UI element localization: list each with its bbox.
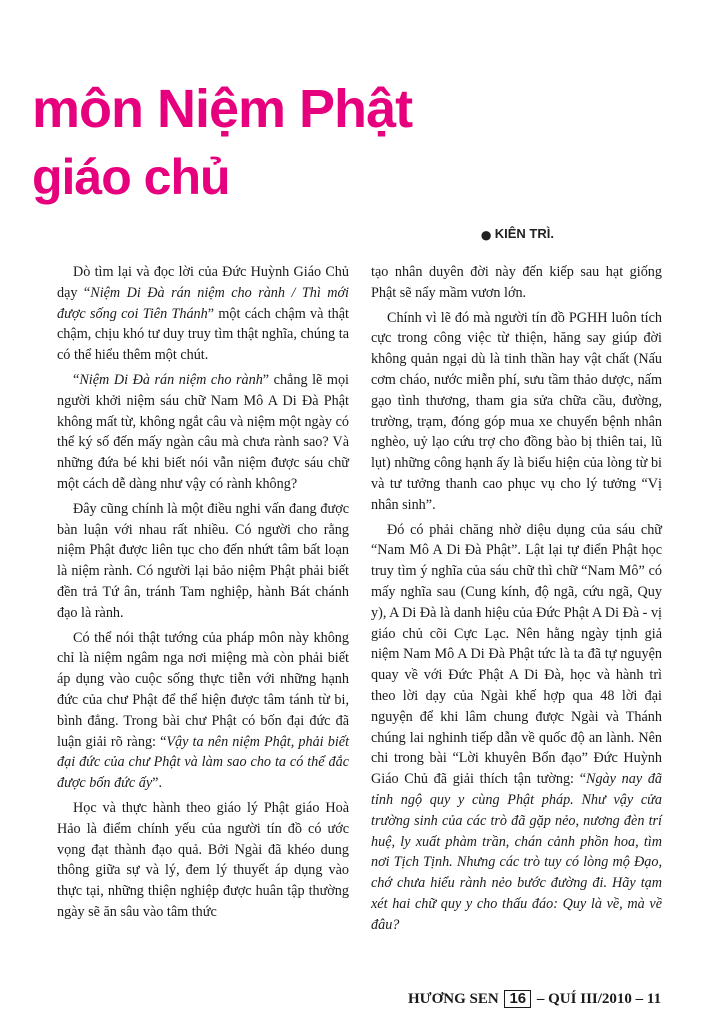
text-run: Đó có phải chăng nhờ diệu dụng của sáu chữ “Nam Mô A Di Đà Phật”. Lật lại tự điển Phật học truy tìm ý nghĩa của sáu chữ thì chữ “Nam Mô” có mấy nghĩa sau (Cung kính, độ ngã, cứu ngã, Quy y), A Di Đà là danh hiệu của Đức Phật A Di Đà - vị giáo chủ cõi Cực Lạc. Nên hằng ngày tịnh giả niệm Nam Mô A Di Đà Phật tức là ta đã tự nguyện quay về với Đức Phật A Di Đà, học và hành trì theo lời dạy của Ngài khế hợp qua 48 lời đại nguyện để khi lâm chung được Ngài và Thánh chúng lai nghinh tiếp dẫn về quốc độ an lành. Nên chi trong bài “Lời khuyên Bổn đạo” Đức Huỳnh Giáo Chủ đã giải thích tận tường: “ bbox=[371, 521, 662, 788]
quote-italic: Niệm Di Đà rán niệm cho rành / Thì mới được sống coi Tiên Thánh bbox=[57, 284, 349, 322]
magazine-name: HƯƠNG SEN bbox=[408, 991, 499, 1007]
text-run: ” một cách chậm và thật chậm, chịu khó tư duy truy tìm thật nghĩa, chúng ta có thể hiểu thêm một chút. bbox=[57, 305, 349, 364]
issue-info: – QUÍ III/2010 – 11 bbox=[536, 991, 662, 1007]
text-run: ”. bbox=[152, 775, 163, 792]
page-number-box: 16 bbox=[504, 990, 531, 1008]
text-run: Có thể nói thật tướng của pháp môn này không chỉ là niệm ngâm nga nơi miệng mà còn phải biết áp dụng vào cuộc sống thực tiễn với những hạnh đức của chư Phật để thể hiện được tâm tánh từ bi, bình đẳng. Trong bài chư Phật có bốn đại đức đã luận giải rõ ràng: “ bbox=[57, 629, 349, 750]
article-title-line-2: giáo chủ bbox=[32, 149, 230, 205]
paragraph: Chính vì lẽ đó mà người tín đồ PGHH luôn tích cực trong công việc từ thiện, hăng say giúp đời không quản ngại dù là tinh thần hay vật chất (Nấu cơm cháo, nước miễn phí, sưu tầm thảo dược, nấm gạo tình thương, tham gia sửa chữa cầu, đường, trường, trạm, đóng góp mua xe chuyển bệnh nhân nghèo, uỷ lạo cứu trợ cho đồng bào bị thiên tai, lũ lụt) những công hạnh ấy là biểu hiện của lòng từ bi và tư tưởng thanh cao phục vụ cho lý tưởng “Vị nhân sinh”. bbox=[371, 309, 662, 513]
paragraph bbox=[57, 628, 349, 794]
paragraph: Học và thực hành theo giáo lý Phật giáo Hoà Hảo là điểm chính yếu của người tín đồ có ước vọng đạt thành đạo quả. Bởi Ngài đã khéo dung thông giữa sự và lý, đem lý thuyết áp dụng vào thực tại, những thiện nghiệp được huân tập thường ngày sẽ ăn sâu vào tâm thức bbox=[57, 799, 349, 920]
paragraph bbox=[371, 520, 662, 936]
paragraph bbox=[57, 370, 349, 495]
quote-italic: Niệm Di Đà rán niệm cho rành bbox=[79, 371, 263, 388]
author-byline bbox=[479, 222, 554, 248]
text-column-right bbox=[371, 262, 662, 940]
page-footer bbox=[408, 990, 661, 1008]
text-column-left bbox=[57, 262, 349, 927]
text-run: ” chẳng lẽ mọi người khởi niệm sáu chữ Nam Mô A Di Đà Phật không mất từ, không ngắt câu và niệm một ngày có thể ký số đến mấy ngàn câu mà chưa rành sao? Và những đứa bé khi biết nói vẫn niệm được sáu chữ một cách dễ dàng như vậy có rành không? bbox=[57, 371, 349, 492]
text-run: Dò tìm lại và đọc lời của Đức Huỳnh Giáo Chủ dạy “ bbox=[57, 264, 349, 301]
text-run: “ bbox=[73, 371, 80, 388]
paragraph: Đây cũng chính là một điều nghi vấn đang được bàn luận với nhau rất nhiều. Có người cho rằng niệm Phật được liên tục cho đến nhứt tâm bất loạn là niệm rành. Có người lại bảo niệm Phật phải biết đền trả Tứ ân, tránh Tam nghiệp, hành Bát chánh đạo là rành. bbox=[57, 500, 349, 621]
paragraph bbox=[57, 262, 349, 366]
paragraph: tạo nhân duyên đời này đến kiếp sau hạt giống Phật sẽ nẩy mầm vươn lớn. bbox=[371, 264, 662, 301]
quote-italic: Vậy ta nên niệm Phật, phải biết đại đức của chư Phật và làm sao cho ta có thể đắc được bốn đức ấy bbox=[57, 733, 350, 792]
article-title-line-1: môn Niệm Phật bbox=[32, 79, 413, 139]
author-name: KIÊN TRÌ. bbox=[494, 226, 554, 241]
bullet-icon: ● bbox=[479, 222, 493, 247]
quote-italic: Ngày nay đã tỉnh ngộ quy y cùng Phật pháp. Như vậy cửa trường sinh của các trò đã gặp nẻo, nương đèn trí huệ, ly xuất phàm trần, chán cảnh phồn hoa, tìm nơi Tịch Tịnh. Nhưng các trò tuy có lòng mộ Đạo, chớ chưa hiểu rành nẻo bước đường đi. Hãy tạm xét hai chữ quy y cho thấu đáo: Quy là về, mà về đâu? bbox=[371, 771, 663, 933]
